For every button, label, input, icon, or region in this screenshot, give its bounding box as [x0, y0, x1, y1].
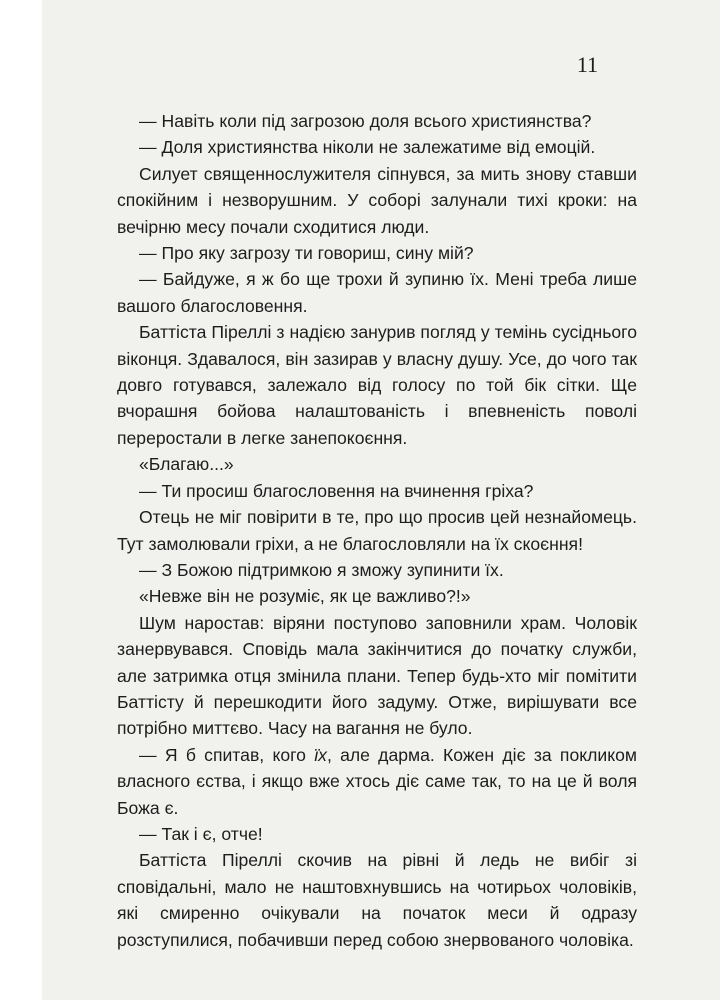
paragraph: — З Божою підтримкою я зможу зупинити їх.	[139, 559, 504, 580]
paragraph: — Так і є, отче!	[139, 823, 263, 844]
paragraph: — Ти просиш благословення на вчинення гріха?	[139, 480, 534, 501]
paragraph: Силует священнослужителя сіпнувся, за мить знову ставши спокійним і незворушним. У соборі залунали тихі кроки: на вечірню месу почали сходитися люди.	[117, 163, 637, 237]
paragraph: — Навіть коли під загрозою доля всього християнства?	[139, 111, 592, 131]
paragraph: Баттіста Піреллі з надією занурив погляд у темінь сусіднього віконця. Здавалося, він зазирав у власну душу. Усе, до чого так довго готувався, залежало від голосу по той бік сітки. Ще вчорашня бойова налаштованість і впевненість поволі переростали в легке занепокоєння.	[117, 322, 637, 448]
book-page	[42, 0, 720, 1000]
paragraph: «Благаю...»	[139, 454, 234, 475]
paragraph: Шум наростав: віряни поступово заповнили храм. Чоловік занервувався. Сповідь мала закінчитися до початку служби, але затримка отця змінила плани. Тепер будь-хто міг помітити Баттісту й перешкодити його задуму. Отже, вирішувати все потрібно миттєво. Часу на вагання не було.	[117, 612, 637, 739]
paragraph: «Невже він не розуміє, як це важливо?!»	[139, 586, 471, 607]
paragraph: Баттіста Піреллі скочив на рівні й ледь не вибіг зі сповідальні, мало не наштовхнувшись на чотирьох чоловіків, які смиренно очікували на початок меси й одразу розступилися, побачивши перед собою знервованого чоловіка.	[117, 850, 637, 950]
page-number: 11	[576, 52, 598, 77]
paragraph: — Байдуже, я ж бо ще трохи й зупиню їх. Мені треба лише вашого благословення.	[117, 269, 637, 316]
paragraph-text: , але дарма. Кожен діє за покликом власного єства, і якщо вже хтось діє саме так, то на це й воля Божа є.	[117, 744, 638, 818]
emphasized-word: їх	[314, 744, 327, 765]
body-text	[117, 108, 637, 953]
paragraph-text: — Я б спитав, кого	[139, 744, 315, 765]
paragraph: — Про яку загрозу ти говориш, сину мій?	[139, 243, 474, 264]
paragraph: — Доля християнства ніколи не залежатиме від емоцій.	[139, 137, 596, 158]
paragraph-with-emphasis	[117, 742, 637, 821]
paragraph: Отець не міг повірити в те, про що просив цей незнайомець. Тут замолювали гріхи, а не благословляли на їх скоєння!	[117, 507, 637, 554]
